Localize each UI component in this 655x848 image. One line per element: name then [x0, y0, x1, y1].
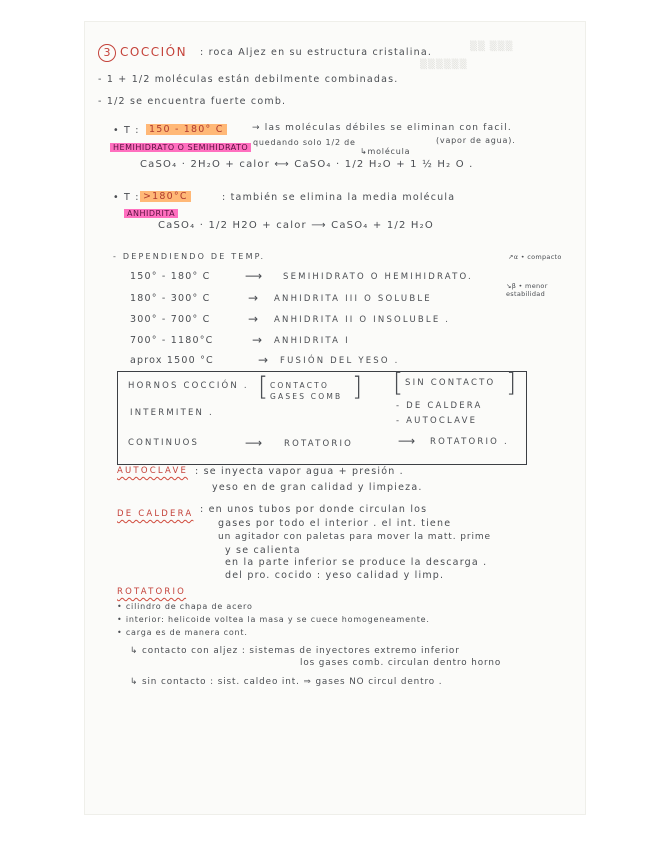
rotatorio-bullet-3: • carga es de manera cont. [117, 628, 248, 637]
line-1: - 1 + 1/2 moléculas están debilmente combinadas. [98, 74, 399, 85]
caldera-heading [117, 509, 193, 519]
title-text: : roca Aljez en su estructura cristalina. [200, 47, 433, 58]
bleed-through: ▒▒ ▒▒▒ [470, 42, 514, 52]
temp-result: ANHIDRITA III O SOLUBLE [274, 294, 432, 304]
hornos-label: HORNOS COCCIÓN . [128, 381, 249, 391]
bleed-through: ▒▒▒▒▒▒ [420, 60, 468, 70]
caldera-heading-text: DE CALDERA [117, 509, 194, 519]
rotatorio-box-1: ROTATORIO [284, 439, 354, 449]
line-2: - 1/2 se encuentra fuerte comb. [98, 96, 287, 107]
autoclave-item: - AUTOCLAVE [396, 416, 478, 426]
caldera-line-1: : en unos tubos por donde circulan los [200, 504, 428, 515]
temp-range: 150° - 180° C [130, 271, 211, 282]
bracket-open: [ [393, 368, 404, 398]
autoclave-heading-text: AUTOCLAVE [117, 466, 189, 476]
bracket-close: ] [352, 372, 363, 402]
section-title [98, 44, 187, 62]
temp-result: SEMIHIDRATO O HEMIHIDRATO. [283, 272, 473, 282]
t2-equation: CaSO₄ · 1/2 H2O + calor ⟶ CaSO₄ + 1/2 H₂O [158, 220, 434, 231]
caldera-line-4: y se calienta [225, 545, 301, 556]
temp-range: 300° - 700° C [130, 314, 211, 325]
t1-range-highlight: 150 - 180° C [146, 124, 227, 135]
arrow-icon: ⟶ [398, 434, 416, 448]
t1-prefix: • T : [113, 125, 140, 136]
note-alpha: ↗α • compacto [508, 253, 562, 261]
temp-result: ANHIDRITA II O INSOLUBLE . [274, 315, 451, 325]
t2-text: : también se elimina la media molécula [222, 192, 456, 203]
autoclave-heading [117, 466, 188, 476]
caldera-line-6: del pro. cocido : yeso calidad y limp. [225, 570, 445, 581]
note-beta: ↘β • menor estabilidad [506, 282, 548, 298]
rotatorio-bullet-1: • cilindro de chapa de acero [117, 602, 253, 611]
t1-text: → las moléculas débiles se eliminan con facil. [252, 123, 512, 133]
t1-vapor: (vapor de agua). [436, 136, 516, 145]
t2-range-highlight: >180°C [140, 191, 191, 202]
bracket-open: [ [258, 372, 269, 402]
caldera-line-2: gases por todo el interior . el int. tiene [218, 518, 452, 529]
t1-quedando: quedando solo 1/2 de [253, 138, 356, 147]
caldera-line-5: en la parte inferior se produce la descarga . [225, 557, 488, 568]
temp-range: 180° - 300° C [130, 293, 211, 304]
autoclave-line-2: yeso en de gran calidad y limpieza. [212, 482, 423, 493]
t2-label-highlight: ANHIDRITA [124, 209, 178, 218]
temp-range: aprox 1500 °C [130, 355, 214, 366]
arrow-icon: ⟶ [245, 269, 263, 283]
rotatorio-heading [117, 587, 186, 597]
t1-equation: CaSO₄ · 2H₂O + calor ⟷ CaSO₄ · 1/2 H₂O + 1 ½ H₂ O . [140, 159, 474, 170]
arrow-icon: → [258, 353, 269, 367]
intermiten-label: INTERMITEN . [130, 408, 214, 418]
arrow-icon: ⟶ [245, 436, 263, 450]
bracket-close: ] [506, 368, 517, 398]
rotatorio-heading-text: ROTATORIO [117, 587, 187, 597]
caldera-line-3: un agitador con paletas para mover la matt. prime [218, 532, 491, 542]
autoclave-line-1: : se inyecta vapor agua + presión . [195, 466, 404, 477]
section-heading: COCCIÓN [120, 45, 188, 59]
temp-result: FUSIÓN DEL YESO . [280, 356, 400, 366]
rotatorio-contacto-1: ↳ contacto con aljez : sistemas de inyectores extremo inferior [130, 646, 460, 656]
continuos-label: CONTINUOS [128, 438, 200, 448]
rotatorio-box-2: ROTATORIO . [430, 437, 509, 447]
arrow-icon: → [248, 312, 259, 326]
de-caldera-item: - DE CALDERA [396, 401, 483, 411]
t2-prefix: • T : [113, 192, 140, 203]
temp-result: ANHIDRITA I [274, 336, 350, 346]
temp-range: 700° - 1180°C [130, 335, 214, 346]
sin-contacto-label: SIN CONTACTO [405, 378, 496, 388]
arrow-icon: → [248, 291, 259, 305]
arrow-icon: → [252, 333, 263, 347]
t1-label-highlight: HEMIHIDRATO O SEMIHIDRATO [110, 143, 251, 152]
contacto-label: CONTACTO [270, 381, 330, 390]
rotatorio-sin-contacto: ↳ sin contacto : sist. caldeo int. ⇒ gases NO circul dentro . [130, 677, 443, 687]
temps-heading: - DEPENDIENDO DE TEMP. [113, 252, 266, 261]
gases-label: GASES COMB [270, 392, 343, 401]
rotatorio-bullet-2: • interior: helicoide voltea la masa y se cuece homogeneamente. [117, 615, 430, 624]
rotatorio-contacto-2: los gases comb. circulan dentro horno [300, 658, 502, 668]
section-number: 3 [98, 44, 116, 62]
t1-molecula: ↳molécula [360, 147, 411, 156]
